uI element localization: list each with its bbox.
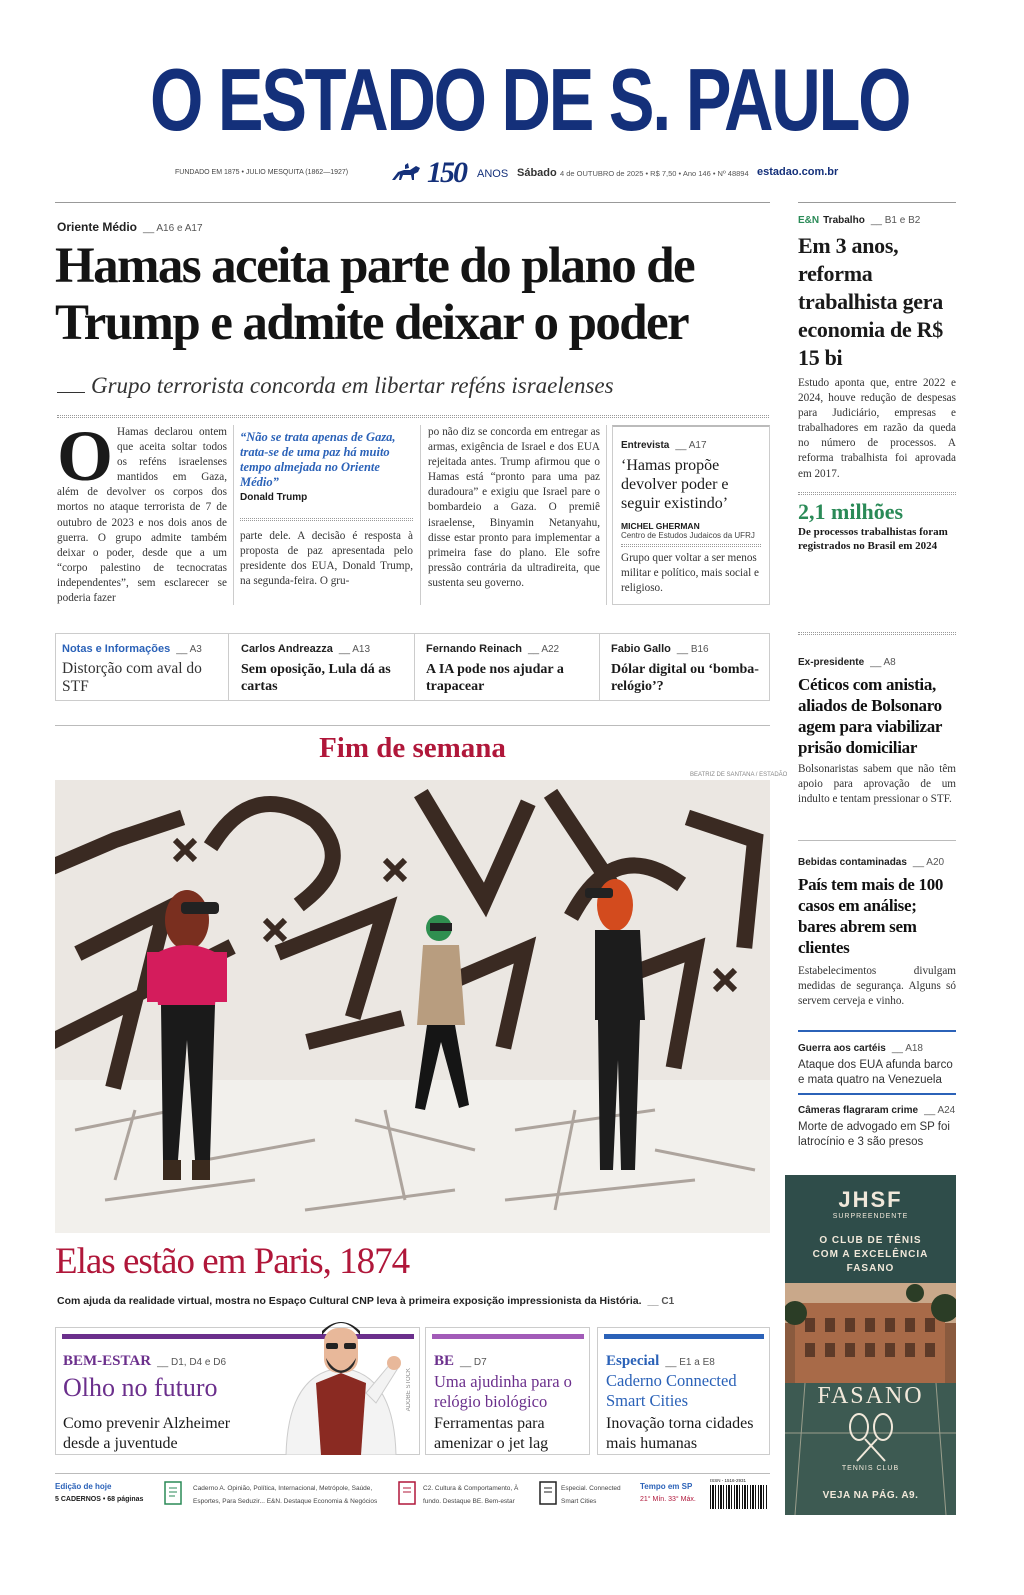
lead-col-divider-2 — [420, 425, 421, 605]
site-link[interactable]: estadao.com.br — [757, 166, 839, 178]
promo-pages: __ D1, D4 e D6 — [157, 1357, 226, 1368]
economy-label-2: Trabalho — [823, 215, 865, 226]
sidebar — [798, 210, 956, 553]
lead-kicker — [57, 218, 203, 236]
columnist-text: Sem oposição, Lula dá as cartas — [241, 662, 391, 694]
promo-especial[interactable] — [597, 1327, 770, 1455]
founded-text: FUNDADO EM 1875 • JULIO MESQUITA (1862—1927) — [175, 169, 349, 176]
footer-cadernos: 5 CADERNOS • 68 páginas — [55, 1496, 144, 1503]
promo-be[interactable] — [425, 1327, 590, 1455]
columnist-card[interactable] — [426, 639, 596, 695]
drinks-story — [798, 852, 956, 1009]
interview-quote: ‘Hamas propõe devolver poder e seguir existindo’ — [621, 457, 729, 512]
bolsonaro-label: Ex-presidente — [798, 657, 865, 668]
lead-col-divider-3 — [606, 425, 607, 605]
photo-credit: BEATRIZ DE SANTANA / ESTADÃO — [690, 772, 788, 778]
lead-column-3 — [428, 425, 600, 591]
interview-pages: __ A17 — [675, 440, 706, 451]
economy-headline[interactable]: Em 3 anos, reforma trabalhista gera economia de R$ 15 bi — [798, 233, 943, 370]
promo-label: Especial — [606, 1353, 660, 1369]
lead-column-1 — [57, 416, 227, 606]
ad-brand: JHSF — [838, 1187, 903, 1212]
ad-logo-sub: TENNIS CLUB — [841, 1465, 900, 1472]
cartels-pages: __ A18 — [892, 1043, 923, 1054]
drinks-text: Estabelecimentos divulgam medidas de segurança. Alguns só servem cerveja e vinho. — [798, 965, 956, 1008]
quote-author: Donald Trump — [240, 492, 308, 503]
masthead-rule — [55, 202, 770, 203]
interview-box[interactable] — [612, 425, 770, 605]
drinks-pages: __ A20 — [913, 857, 944, 868]
weekend-caption — [57, 1295, 772, 1307]
columnist-pages: __ B16 — [677, 644, 709, 655]
drinks-headline[interactable]: País tem mais de 100 casos em análise; bares abrem sem clientes — [798, 875, 944, 957]
masthead — [0, 40, 1024, 155]
lead-quote: “Não se trata apenas de Gaza, trata-se de uma paz há muito tempo almejada no Oriente Médio” — [240, 430, 396, 489]
cameras-text: Morte de advogado em SP foi latrocínio e 3 são presos — [798, 1121, 950, 1148]
bolsonaro-text: Bolsonaristas sabem que não têm apoio para aprovação de um indulto e tentam pressionar o STF. — [798, 763, 956, 806]
masthead-rule-right — [798, 202, 956, 203]
anniversary-number: 150 — [427, 156, 466, 189]
lead-body-3: po não diz se concorda em entregar as armas, exigência de Israel e dos EUA rejeitada antes. Trump afirmou que o Hamas está “pronto para uma paz duradoura” e exigiu que Israel pare o bombardeio a Gaza. O premiê israelense, Binyamin Netanyahu, disse estar pronto para implementar a primeira fase do plano. Ele sofre pressão contrária da ultradireita, que sustenta seu governo. — [428, 426, 600, 589]
page-ref: __ A16 e A17 — [143, 223, 203, 234]
promo-bar — [432, 1334, 584, 1339]
cartels-label: Guerra aos cartéis — [798, 1043, 886, 1054]
promo-kicker — [606, 1352, 715, 1370]
issn: ISSN - 1516-2931 — [710, 1478, 747, 1483]
interview-text: Grupo quer voltar a ser menos militar e político, mais social e religioso. — [621, 552, 759, 595]
sidebar-rule-blue — [798, 1093, 956, 1095]
lead-body-1: Hamas declarou ontem que aceita soltar todos os reféns israelenses mantidos em Gaza, além de devolver os corpos dos mortos no ataque terrorista de 7 de outubro de 2023 e nos dois anos de guerra. O grupo admite também deixar o poder, desde que a um “corpo palestino de tecnocratas independentes”, sem esclarecer se poderia fazer — [57, 426, 227, 605]
ad-tag: SURPREENDENTE — [832, 1213, 909, 1220]
interview-label: Entrevista — [621, 440, 670, 451]
columnist-divider — [414, 634, 415, 700]
ad-line3: FASANO — [846, 1263, 895, 1274]
bolsonaro-story — [798, 652, 956, 807]
caderno-c-icon — [397, 1480, 419, 1513]
lead-body-2: parte dele. A decisão é resposta à proposta de paz apresentada pelo presidente dos EUA, Donald Trump, na segunda-feira. O gru- — [240, 530, 413, 588]
edition-line — [175, 156, 875, 189]
weekend-title: Fim de semana — [319, 732, 506, 764]
columnists-row — [55, 633, 770, 701]
cartels-story[interactable] — [798, 1038, 956, 1088]
promo-title: Caderno Connected Smart Cities — [606, 1371, 737, 1410]
drinks-label: Bebidas contaminadas — [798, 857, 907, 868]
promo-label: BEM-ESTAR — [63, 1353, 152, 1369]
economy-stat-text: De processos trabalhistas foram registrados no Brasil em 2024 — [798, 525, 948, 552]
caption-page: __ C1 — [648, 1296, 675, 1307]
dropcap: O — [57, 416, 114, 496]
promo-title: Olho no futuro — [63, 1373, 218, 1402]
economy-kicker — [798, 210, 956, 228]
footer-caderno-c: C2. Cultura & Comportamento, À fundo. Destaque BE. Bem-estar — [423, 1485, 519, 1505]
ad-logo: FASANO — [817, 1383, 924, 1409]
section-rule — [55, 725, 770, 726]
footer-especial: Especial. Connected Smart Cities — [561, 1485, 621, 1505]
edition-date: 4 de OUTUBRO de 2025 • R$ 7,50 • Ano 146 • Nº 48894 — [560, 169, 749, 178]
sidebar-rule-blue — [798, 1030, 956, 1032]
vr-exhibit-image — [55, 780, 770, 1233]
caption-text: Com ajuda da realidade virtual, mostra no Espaço Cultural CNP leva à primeira exposição impressionista da História. — [57, 1295, 642, 1307]
columnist-label: Notas e Informações — [62, 643, 171, 655]
weather-temp: 21° Mín. 33° Máx. — [640, 1496, 696, 1503]
interview-role: Centro de Estudos Judaicos da UFRJ — [621, 531, 755, 540]
interview-rule — [621, 544, 761, 547]
quote-rule — [240, 518, 413, 521]
promo-kicker — [434, 1352, 487, 1370]
weekend-headline[interactable]: Elas estão em Paris, 1874 — [55, 1241, 410, 1282]
sidebar-rule — [798, 632, 956, 635]
columnist-label: Carlos Andreazza — [241, 643, 333, 655]
footer — [55, 1473, 770, 1515]
lead-column-2 — [240, 430, 413, 589]
columnist-pages: __ A3 — [176, 644, 202, 655]
promo-label: BE — [434, 1353, 455, 1369]
jhsf-ad[interactable] — [785, 1175, 956, 1515]
cameras-story[interactable] — [798, 1100, 956, 1150]
promo-pages: __ E1 a E8 — [665, 1357, 715, 1368]
anniversary-label: ANOS — [477, 168, 509, 180]
promo-title: Uma ajudinha para o relógio biológico — [434, 1372, 572, 1411]
economy-label: E&N — [798, 215, 820, 226]
columnist-card[interactable] — [241, 639, 411, 695]
columnist-pages: __ A22 — [528, 644, 559, 655]
columnist-card[interactable] — [62, 639, 224, 696]
horse-rider-icon — [390, 162, 424, 189]
promo-bem-estar[interactable] — [55, 1327, 420, 1455]
promo-text: Inovação torna cidades mais humanas — [606, 1415, 754, 1452]
cartels-text: Ataque dos EUA afunda barco e mata quatro na Venezuela — [798, 1059, 953, 1086]
columnist-text: Distorção com aval do STF — [62, 660, 202, 695]
columnist-pages: __ A13 — [339, 644, 370, 655]
doctor-illustration — [266, 1313, 416, 1455]
bolsonaro-headline[interactable]: Céticos com anistia, aliados de Bolsonaro agem para viabilizar prisão domiciliar — [798, 675, 942, 757]
caderno-a-icon — [163, 1480, 185, 1513]
promo-pages: __ D7 — [460, 1357, 487, 1368]
weather-label: Tempo em SP — [640, 1482, 693, 1491]
section-label: Oriente Médio — [57, 220, 138, 234]
edition-day: Sábado — [517, 167, 557, 179]
bolsonaro-pages: __ A8 — [870, 657, 896, 668]
columnist-label: Fabio Gallo — [611, 643, 671, 655]
especial-icon — [538, 1480, 560, 1513]
ad-cta[interactable]: VEJA NA PÁG. A9. — [822, 1490, 919, 1501]
economy-stat: 2,1 milhões — [798, 498, 904, 524]
weekend-photo[interactable] — [55, 780, 770, 1233]
columnist-text: Dólar digital ou ‘bomba-relógio’? — [611, 662, 759, 694]
lead-headline[interactable]: Hamas aceita parte do plano de Trump e admite deixar o poder — [55, 238, 695, 351]
ad-line2: COM A EXCELÊNCIA — [812, 1249, 929, 1260]
masthead-title: O ESTADO DE S. PAULO — [150, 50, 910, 149]
sidebar-rule — [798, 492, 956, 495]
ad-line1: O CLUB DE TÊNIS — [819, 1235, 922, 1246]
columnist-divider — [599, 634, 600, 700]
promo-kicker — [63, 1352, 226, 1370]
interview-name: MICHEL GHERMAN — [621, 521, 700, 531]
promo-text: Ferramentas para amenizar o jet lag — [434, 1415, 549, 1452]
columnist-divider — [228, 634, 229, 700]
sidebar-rule — [798, 840, 956, 841]
economy-pages: __ B1 e B2 — [871, 215, 921, 226]
subhead-rule — [57, 415, 769, 418]
subhead-text: Grupo terrorista concorda em libertar reféns israelenses — [91, 373, 614, 398]
promo-text: Como prevenir Alzheimer desde a juventude — [63, 1415, 231, 1452]
columnist-card[interactable] — [611, 639, 766, 695]
cameras-pages: __ A24 — [924, 1105, 955, 1116]
lead-subhead — [57, 373, 757, 399]
promo-bar — [604, 1334, 764, 1339]
columnist-label: Fernando Reinach — [426, 643, 522, 655]
columnist-text: A IA pode nos ajudar a trapacear — [426, 662, 564, 694]
promo-credit: ADOBE STOCK — [406, 1368, 412, 1412]
economy-text: Estudo aponta que, entre 2022 e 2024, houve redução de despesas para Judiciário, empresas e trabalhadores em razão da queda no número de processos. A reforma trabalhista foi aprovada em 2017. — [798, 377, 956, 480]
lead-col-divider-1 — [233, 425, 234, 605]
footer-today: Edição de hoje — [55, 1482, 112, 1491]
footer-caderno-a: Caderno A. Opinião, Política, Internacional, Metrópole, Saúde, Esportes, Para Seduzir... E&N. Destaque Economia & Negócios — [193, 1485, 378, 1505]
cameras-label: Câmeras flagraram crime — [798, 1105, 919, 1116]
barcode — [710, 1478, 768, 1512]
